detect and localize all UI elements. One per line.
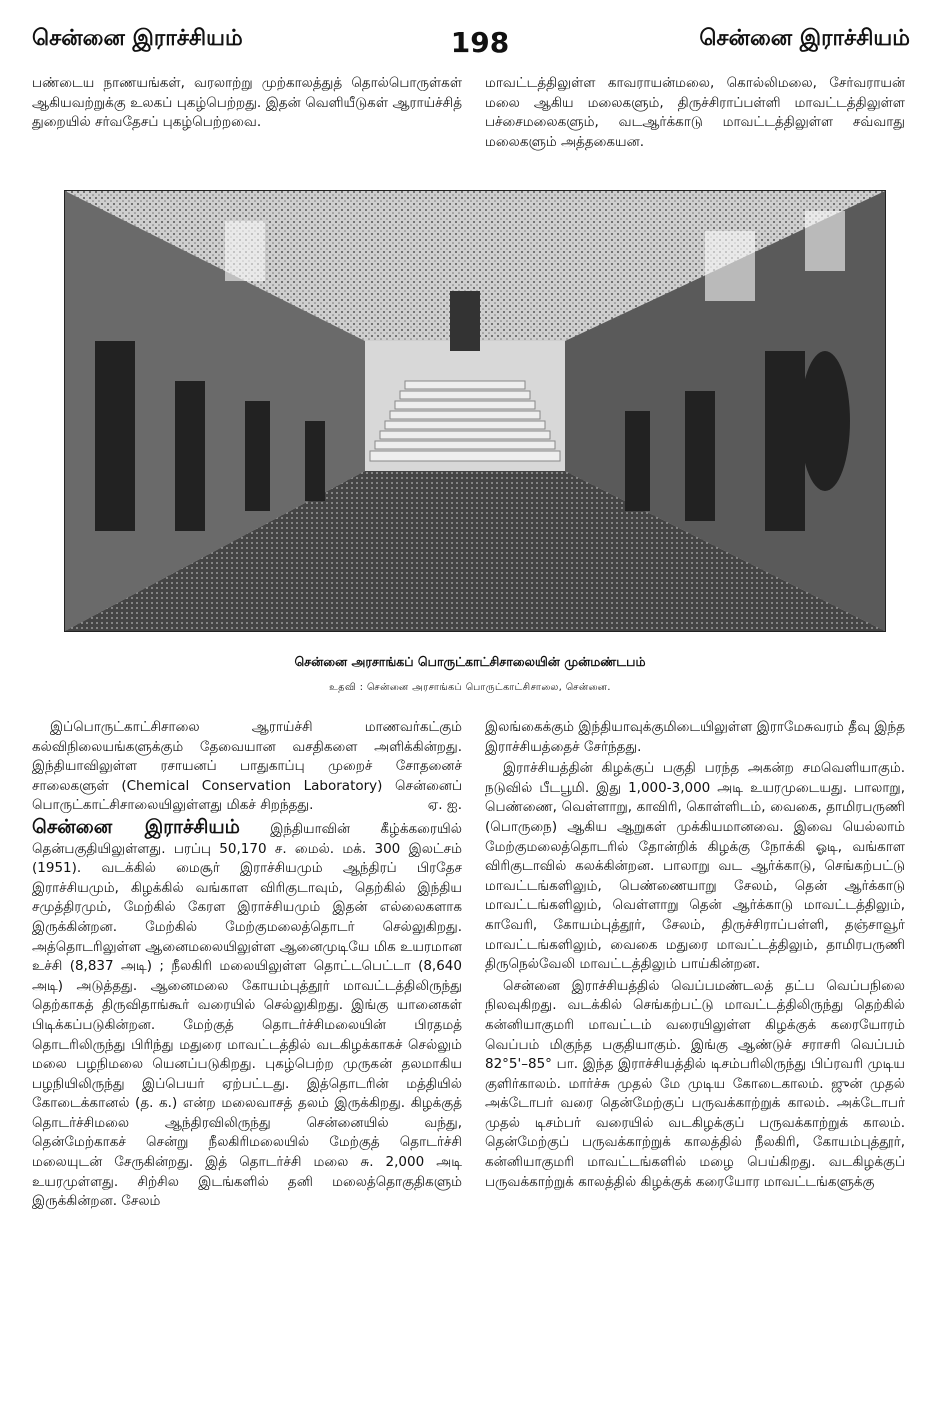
figure-caption: சென்னை அரசாங்கப் பொருட்காட்சிசாலையின் முன்மண்டபம் — [294, 654, 646, 669]
running-title-right: சென்னை இராச்சியம் — [699, 26, 910, 51]
page-header — [0, 26, 940, 66]
page-number: 198 — [450, 26, 510, 59]
paragraph: மாவட்டத்திலுள்ள காவராயன்மலை, கொல்லிமலை, சேர்வராயன் மலை ஆகிய மலைகளும், திருச்சிராப்பள்ளி மாவட்டத்திலுள்ள பச்சைமலைகளும், வடஆர்க்காடு மாவட்டத்திலுள்ள சவ்வாது மலைகளும் அத்தகையன. — [485, 75, 905, 150]
running-title-left: சென்னை இராச்சியம் — [32, 26, 243, 51]
entry-headword: சென்னை இராச்சியம் — [32, 815, 240, 838]
entry-body: இந்தியாவின் கீழ்க்கரையில் தென்பகுதியிலுள்ளது. பரப்பு 50,170 ச. மைல். மக். 300 இலட்சம் (1951). வடக்கில் மைசூர் இராச்சியமும் ஆந்திரப் பிரதேச இராச்சியமும், கிழக்கில் வங்காள விரிகுடாவும், தெற்கில் இந்திய சமுத்திரமும், மேற்கில் கேரள இராச்சியமும் இதன் எல்லைகளாக இருக்கின்றன. மேற்கில் மேற்குமலைத்தொடர் செல்லுகிறது. அத்தொடரிலுள்ள ஆனைமலையிலுள்ள ஆனைமுடியே மிக உயரமான உச்சி (8,837 அடி) ; நீலகிரி மலையிலுள்ள தொட்டபெட்டா (8,640 அடி) அடுத்தது. ஆனைமலை கோயம்புத்தூர் மாவட்டத்திலிருந்து தெற்காகத் திருவிதாங்கூர் வரையில் செல்லுகிறது. இங்கு யானைகள் பிடிக்கப்படுகின்றன. மேற்குத் தொடர்ச்சிமலையின் பிரதமத் தொடரிலிருந்து பிரிந்து மதுரை மாவட்டத்தில் வடகிழக்காகச் செல்லும் மலை பழநிமலை யெனப்படுகிறது. புகழ்பெற்ற முருகன் தலமாகிய பழநியிலிருந்து இப்பெயர் ஏற்பட்டது. இத்தொடரின் மத்தியில் கோடைக்கானல் (த. க.) என்ற மலைவாசத் தலம் இருக்கிறது. கிழக்குத் தொடர்ச்சிமலை ஆந்திரவிலிருந்து சென்னையில் வந்து, தென்மேற்காகச் சென்று நீலகிரிமலையில் மேற்குத் தொடர்ச்சி மலையுடன் சேருகின்றது. இத் தொடர்ச்சி மலை சு. 2,000 அடி உயரமுள்ளது. சிற்சில இடங்களில் தனி மலைத்தொகுதிகளும் இருக்கின்றன. சேலம் — [32, 820, 462, 1210]
entry-paragraph — [32, 815, 462, 1212]
bottom-right-column — [485, 718, 905, 1194]
top-left-column — [32, 74, 462, 135]
museum-hall-photo — [64, 190, 886, 632]
paragraph-text: இப்பொருட்காட்சிசாலை ஆராய்ச்சி மாணவர்கட்கும் கல்விநிலையங்களுக்கும் தேவையான வசதிகளை அளிக்கின்றது. இந்தியாவிலுள்ள ரசாயனப் பாதுகாப்பு முறைச் சோதனைச் சாலைகளுள் (Chemical Conservation Laboratory) சென்னைப் பொருட்காட்சிசாலையிலுள்ளது மிகச் சிறந்தது. — [32, 719, 462, 814]
paragraph — [32, 718, 462, 816]
photo-illustration — [65, 191, 885, 631]
paragraph: சென்னை இராச்சியத்தில் வெப்பமண்டலத் தட்ப வெப்பநிலை நிலவுகிறது. வடக்கில் செங்கற்பட்டு மாவட்டத்திலிருந்து தெற்கில் கன்னியாகுமரி மாவட்டம் வரையிலுள்ள கிழக்குக் கரையோரம் வெப்பம் மிகுந்த பகுதியாகும். இங்கு ஆண்டுச் சராசரி வெப்பம் 82°5'–85° பா. இந்த இராச்சியத்தில் டிசம்பரிலிருந்து பிப்ரவரி முடிய குளிர்காலம். மார்ச்சு முதல் மே முடிய கோடைகாலம். ஜுன் முதல் அக்டோபர் வரை தென்மேற்குப் பருவக்காற்றுக் காலம். அக்டோபர் முதல் டிசம்பர் வரையில் வடகிழக்குப் பருவக்காற்றுக் காலம். தென்மேற்குப் பருவக்காற்றுக் காலத்தில் நீலகிரி, கோயம்புத்தூர், கன்னியாகுமரி மாவட்டங்களில் மழை பெய்கிறது. வடகிழக்குப் பருவக்காற்றுக் காலத்தில் கிழக்குக் கரையோர மாவட்டங்களுக்கு — [485, 977, 905, 1190]
paragraph: இராச்சியத்தின் கிழக்குப் பகுதி பரந்த அகன்ற சமவெளியாகும். நடுவில் பீடபூமி. இது 1,000-3,000 அடி உயரமுடையது. பாலாறு, பெண்ணை, வெள்ளாறு, காவிரி, கொள்ளிடம், வைகை, தாமிரபருணி (பொருநை) ஆகிய ஆறுகள் முக்கியமானவை. இவை யெல்லாம் மேற்குமலைத்தொடரில் தோன்றிக் கிழக்கு நோக்கி ஓடி, வங்காள விரிகுடாவில் கலக்கின்றன. பாலாறு வட ஆர்க்காடு, செங்கற்பட்டு மாவட்டங்களிலும், பெண்ணையாறு சேலம், தென் ஆர்க்காடு மாவட்டங்களிலும், வெள்ளாறு தென் ஆர்க்காடு மாவட்டத்திலும், காவேரி, கோயம்புத்தூர், சேலம், திருச்சிராப்பள்ளி, தஞ்சாவூர் மாவட்டங்களிலும், வைகை மதுரை மாவட்டத்திலும், தாமிரபருணி திருநெல்வேலி மாவட்டத்திலும் பாய்கின்றன. — [485, 760, 905, 973]
paragraph: இலங்கைக்கும் இந்தியாவுக்குமிடையிலுள்ள இராமேசுவரம் தீவு இந்த இராச்சியத்தைச் சேர்ந்தது. — [485, 719, 905, 755]
bottom-left-column — [32, 718, 462, 1214]
author-initials: ஏ. ஐ. — [427, 797, 462, 814]
top-right-column — [485, 74, 905, 154]
figure-credit: உதவி : சென்னை அரசாங்கப் பொருட்காட்சிசாலை, சென்னை. — [329, 682, 611, 693]
paragraph: பண்டைய நாணயங்கள், வரலாற்று முற்காலத்துத் தொல்பொருள்கள் ஆகியவற்றுக்கு உலகப் புகழ்பெற்றது. இதன் வெளியீடுகள் ஆராய்ச்சித் துறையில் சர்வதேசப் புகழ்பெற்றவை. — [32, 75, 462, 131]
